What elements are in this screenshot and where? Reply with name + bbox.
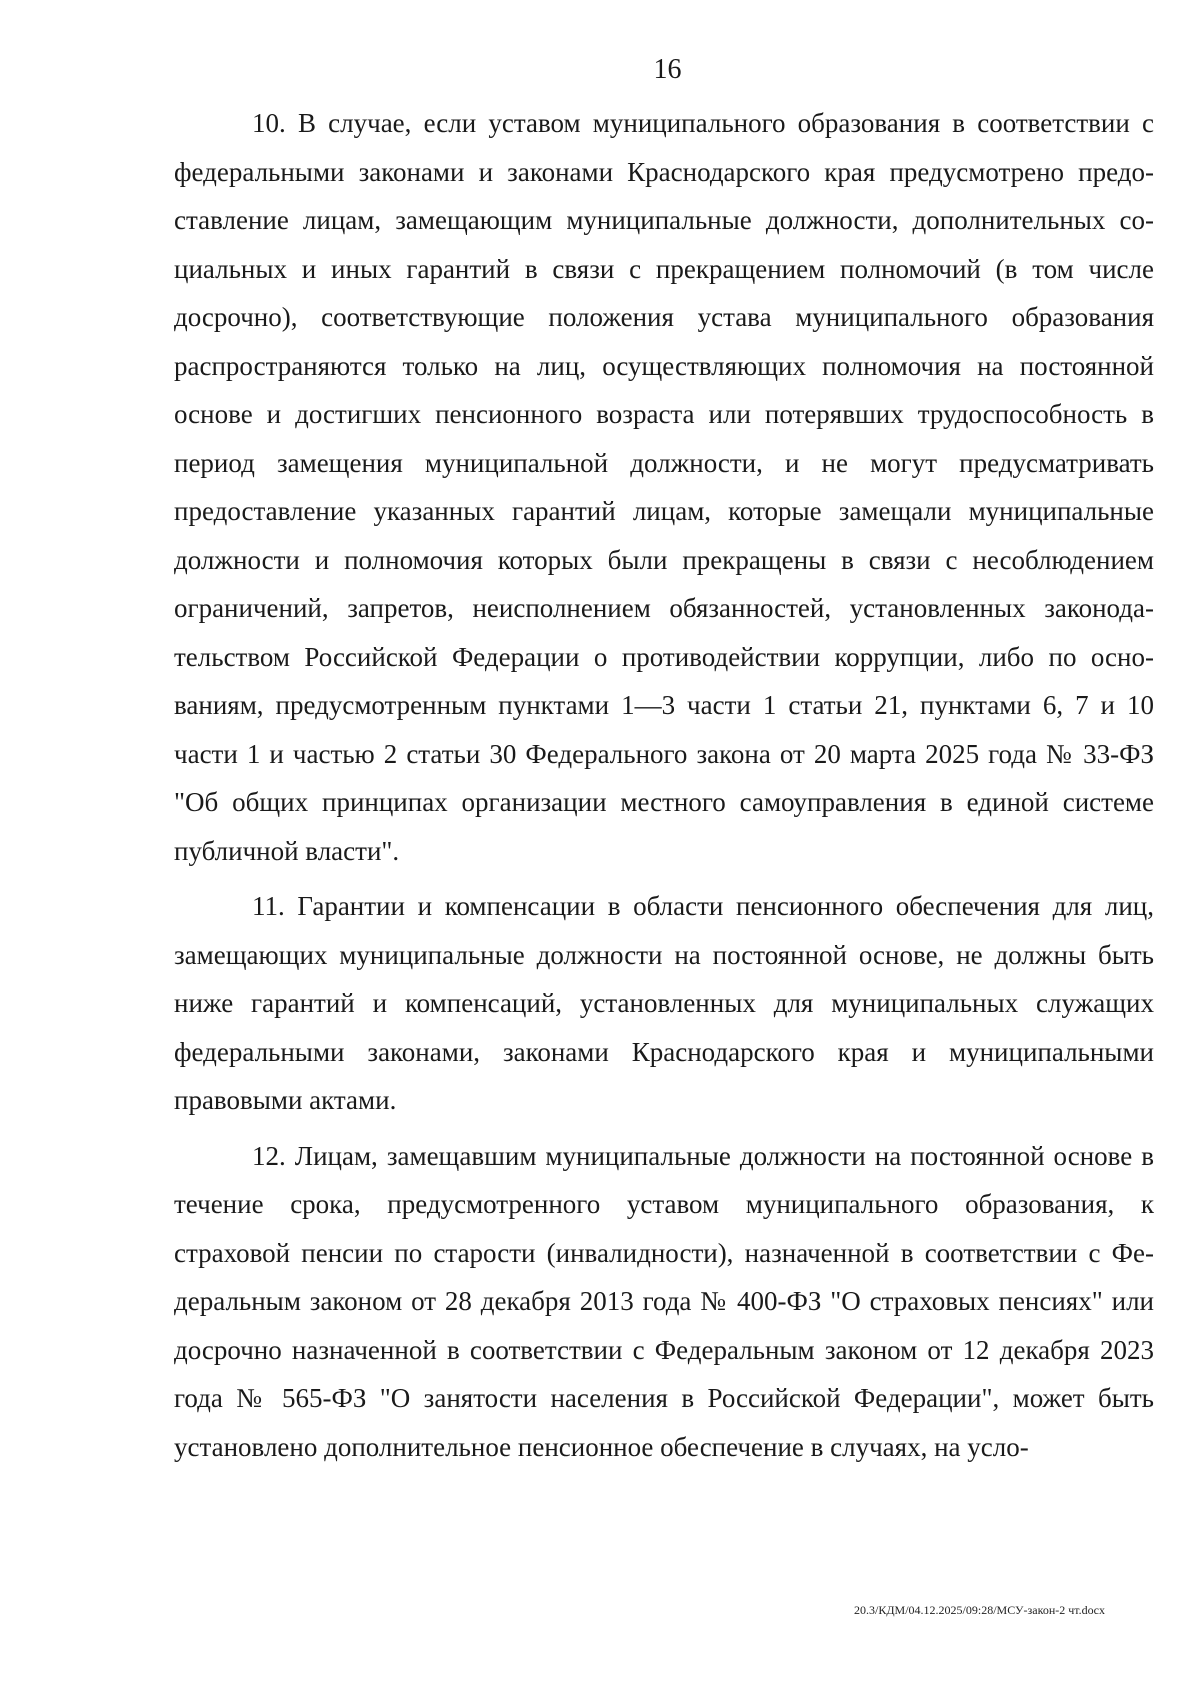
document-body [174, 99, 1154, 1478]
paragraph-10: 10. В случае, если уставом муниципального образования в соответствии с федеральными законами и законами Краснодарского края предусмотрено предоставление лицам, замещающим муниципальные должности, дополнительных социальных и иных гарантий в связи с прекращением полномочий (в том числе досрочно), соответствующие положения устава муниципального образования распространяются только на лиц, осуществляющих полномочия на постоянной основе и достигших пенсионного возраста или потерявших трудоспособность в период замещения муниципальной должности, и не могут предусматривать предоставление указанных гарантий лицам, которые замещали муниципальные должности и полномочия которых были прекращены в связи с несоблюдением ограничений, запретов, неисполнением обязанностей, установленных законодательством Российской Федерации о противодействии коррупции, либо по основаниям, предусмотренным пунктами 1—3 части 1 статьи 21, пунктами 6, 7 и 10 части 1 и частью 2 статьи 30 Федерального закона от 20 марта 2025 года № 33-ФЗ "Об общих принципах организации местного самоуправления в единой системе публичной власти". [174, 108, 1154, 866]
paragraph-11: 11. Гарантии и компенсации в области пенсионного обеспечения для лиц, замещающих муниципальные должности на постоянной основе, не должны быть ниже гарантий и компенсаций, установленных для муниципальных служащих федеральными законами, законами Краснодарского края и муниципальными правовыми актами. [174, 891, 1154, 1115]
paragraph-12: 12. Лицам, замещавшим муниципальные должности на постоянной основе в течение срока, предусмотренного уставом муниципального образования, к страховой пенсии по старости (инвалидности), назначенной в соответствии с Федеральным законом от 28 декабря 2013 года № 400-ФЗ "О страховых пенсиях" или досрочно назначенной в соответствии с Федеральным законом от 12 декабря 2023 года № 565-ФЗ "О занятости населения в Российской Федерации", может быть установлено дополнительное пенсионное обеспечение в случаях, на усло- [174, 1140, 1154, 1462]
page-number: 16 [653, 54, 682, 85]
footer-document-name: 20.3/КДМ/04.12.2025/09:28/МСУ-закон-2 чт.docx [854, 1603, 1105, 1617]
